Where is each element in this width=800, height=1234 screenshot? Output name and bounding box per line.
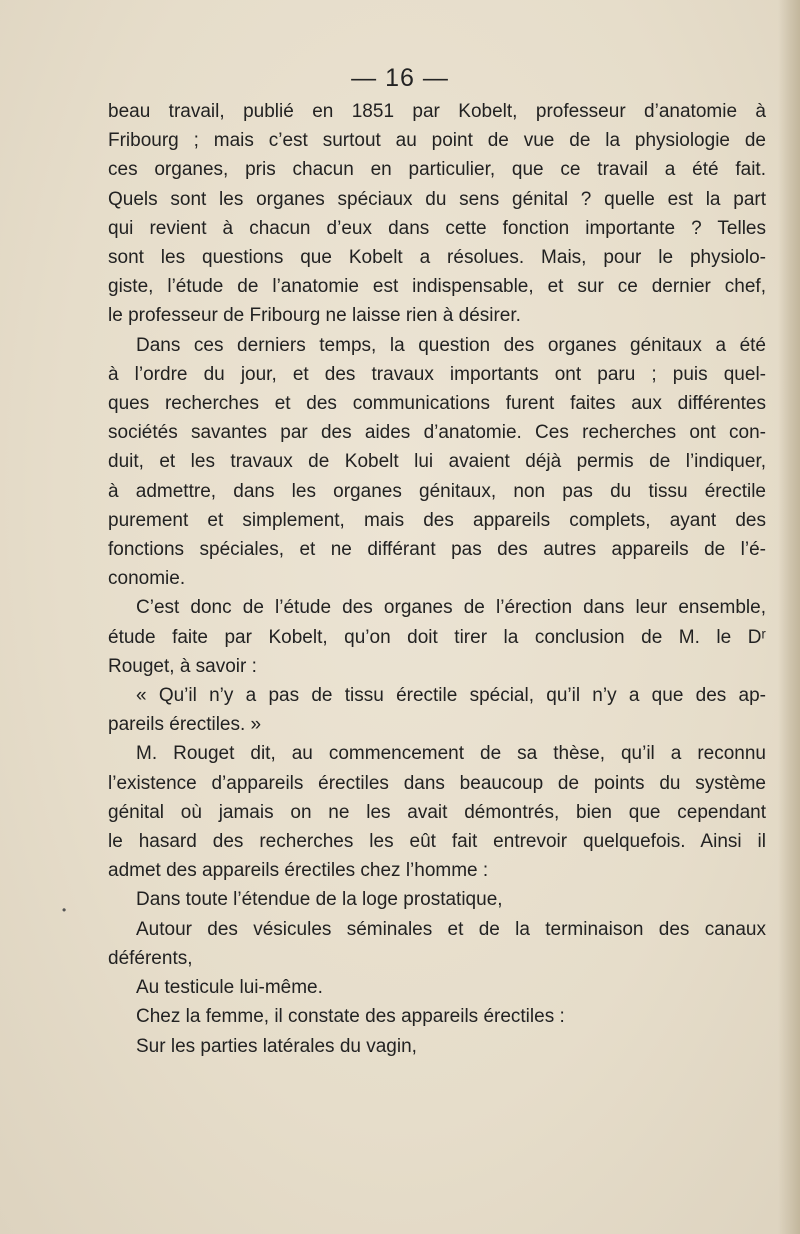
paragraph	[108, 97, 766, 331]
text-line: conomie.	[108, 568, 186, 590]
text-line: Quels sont les organes spéciaux du sens génital ? quelle est la part	[108, 188, 766, 210]
text-line: ques recherches et des communications furent faites aux différentes	[108, 393, 766, 415]
text-line: admet des appareils érectiles chez l’homme :	[108, 860, 489, 882]
text-line: beau travail, publié en 1851 par Kobelt, professeur d’anatomie à	[108, 101, 766, 122]
text-line: Fribourg ; mais c’est surtout au point de vue de la physiologie de	[108, 130, 766, 152]
paragraph	[108, 739, 766, 885]
text-line: « Qu’il n’y a pas de tissu érectile spécial, qu’il n’y a que des ap-	[136, 685, 766, 707]
text-line: giste, l’étude de l’anatomie est indispensable, et sur ce dernier chef,	[108, 276, 766, 298]
margin-dot: •	[62, 903, 67, 917]
paragraph	[108, 973, 766, 1002]
page-number: — 16 —	[351, 64, 449, 92]
text-line: Sur les parties latérales du vagin,	[136, 1035, 417, 1057]
text-line: ces organes, pris chacun en particulier, que ce travail a été fait.	[108, 159, 766, 181]
text-line: étude faite par Kobelt, qu’on doit tirer la conclusion de M. le Dʳ	[108, 626, 766, 648]
text-line: Au testicule lui-même.	[136, 977, 323, 999]
text-line: pareils érectiles. »	[108, 714, 262, 736]
text-line: l’existence d’appareils érectiles dans beaucoup de points du système	[108, 772, 766, 794]
text-line: Dans toute l’étendue de la loge prostatique,	[136, 889, 503, 911]
text-line: Autour des vésicules séminales et de la terminaison des canaux	[136, 918, 766, 940]
text-line: génital où jamais on ne les avait démontrés, bien que cependant	[108, 801, 766, 823]
paragraph	[108, 1002, 766, 1031]
text-line: Rouget, à savoir :	[108, 655, 257, 677]
text-line: sociétés savantes par des aides d’anatomie. Ces recherches ont con-	[108, 422, 766, 444]
text-line: purement et simplement, mais des appareils complets, ayant des	[108, 509, 766, 531]
body-text	[108, 97, 766, 1061]
text-line: qui revient à chacun d’eux dans cette fonction importante ? Telles	[108, 217, 766, 239]
page-edge-shadow	[778, 0, 800, 1234]
text-line: à l’ordre du jour, et des travaux importants ont paru ; puis quel-	[108, 363, 766, 385]
paragraph	[108, 915, 766, 973]
text-line: Chez la femme, il constate des appareils érectiles :	[136, 1006, 565, 1028]
text-line: le professeur de Fribourg ne laisse rien à désirer.	[108, 305, 521, 327]
text-line: le hasard des recherches les eût fait entrevoir quelquefois. Ainsi il	[108, 831, 766, 853]
text-line: C’est donc de l’étude des organes de l’érection dans leur ensemble,	[136, 597, 766, 619]
paragraph	[108, 331, 766, 594]
text-line: déférents,	[108, 947, 193, 969]
text-line: fonctions spéciales, et ne différant pas des autres appareils de l’é-	[108, 539, 766, 561]
text-line: M. Rouget dit, au commencement de sa thèse, qu’il a reconnu	[136, 743, 766, 765]
paragraph	[108, 593, 766, 681]
text-line: sont les questions que Kobelt a résolues. Mais, pour le physiolo-	[108, 247, 766, 269]
text-line: à admettre, dans les organes génitaux, non pas du tissu érectile	[108, 480, 766, 502]
text-line: Dans ces derniers temps, la question des organes génitaux a été	[136, 334, 766, 356]
paragraph	[108, 681, 766, 739]
paragraph	[108, 885, 766, 914]
text-line: duit, et les travaux de Kobelt lui avaient déjà permis de l’indiquer,	[108, 451, 766, 473]
paragraph	[108, 1032, 766, 1061]
